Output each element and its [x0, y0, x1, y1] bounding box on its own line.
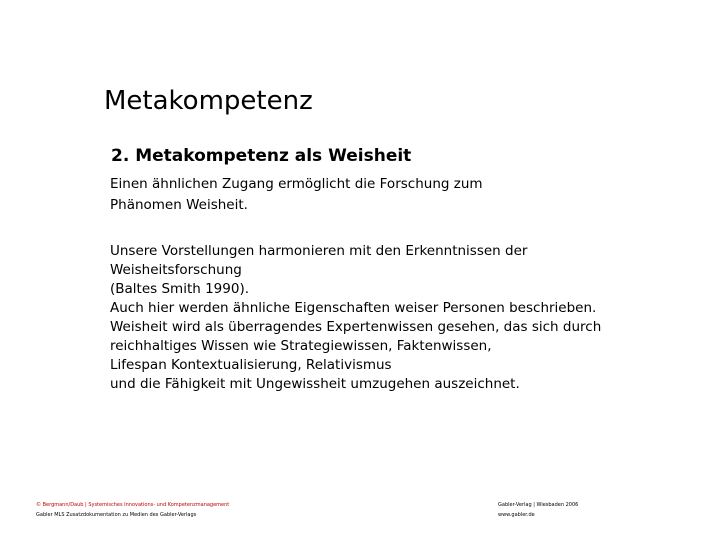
- footer-copyright: © Bergmann/Daub | Systemisches Innovations- und Kompetenzmanagement: [36, 502, 230, 508]
- section-heading: 2. Metakompetenz als Weisheit: [111, 146, 412, 166]
- body-line: Auch hier werden ähnliche Eigenschaften weiser Personen beschrieben.: [110, 300, 597, 316]
- intro-paragraph: [110, 174, 630, 216]
- footer-source: Gabler MLS Zusatzdokumentation zu Medien des Gabler-Verlags: [36, 512, 197, 518]
- slide-title: Metakompetenz: [104, 86, 313, 116]
- body-line: und die Fähigkeit mit Ungewissheit umzugehen auszeichnet.: [110, 376, 520, 392]
- footer-left: [36, 500, 229, 520]
- body-line: Lifespan Kontextualisierung, Relativismus: [110, 357, 392, 373]
- body-line: Weisheit wird als überragendes Expertenwissen gesehen, das sich durch: [110, 319, 602, 335]
- body-line: Unsere Vorstellungen harmonieren mit den Erkenntnissen der: [110, 243, 528, 259]
- body-line: (Baltes Smith 1990).: [110, 281, 250, 297]
- footer-publisher: Gabler-Verlag | Wiesbaden 2006: [498, 502, 579, 508]
- body-paragraph: [110, 242, 710, 394]
- body-line: reichhaltiges Wissen wie Strategiewissen, Faktenwissen,: [110, 338, 492, 354]
- intro-line: Einen ähnlichen Zugang ermöglicht die Forschung zum: [110, 176, 483, 192]
- footer-right: [498, 500, 578, 520]
- footer-website-link[interactable]: www.gabler.de: [498, 512, 535, 518]
- body-line: Weisheitsforschung: [110, 262, 242, 278]
- intro-line: Phänomen Weisheit.: [110, 197, 248, 213]
